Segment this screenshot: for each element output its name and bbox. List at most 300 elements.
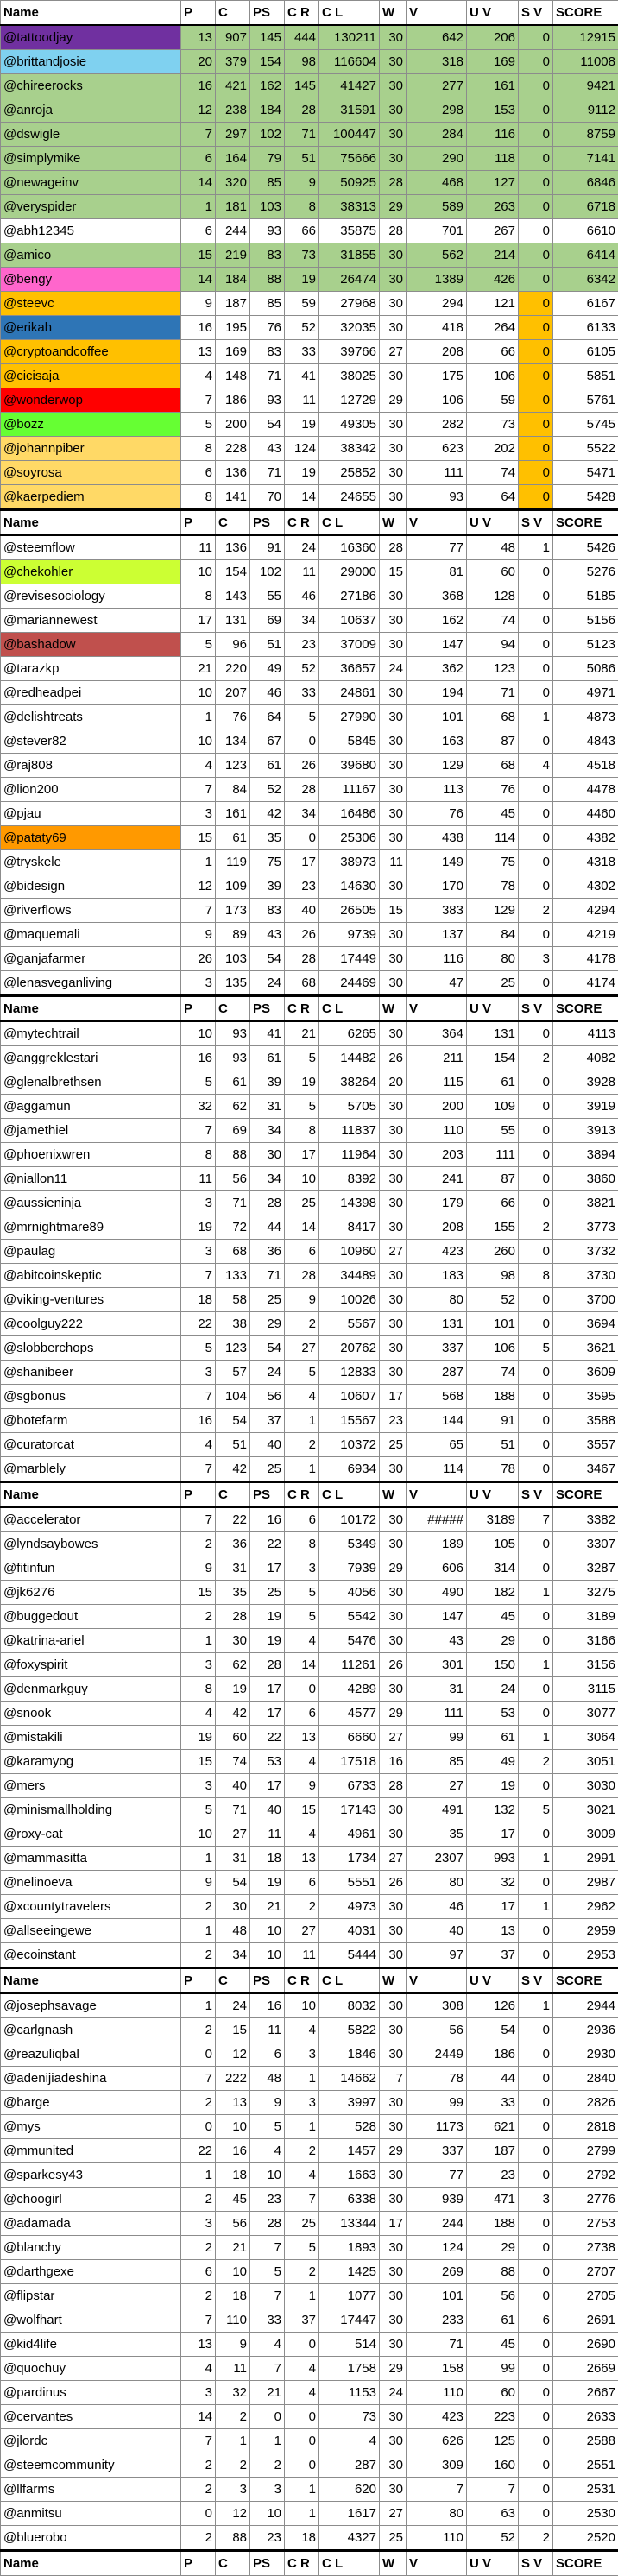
cell-score: 2633	[553, 2405, 618, 2429]
cell-c: 71	[216, 1191, 250, 1215]
cell-cr: 40	[285, 899, 319, 923]
cell-sv: 0	[519, 2139, 553, 2163]
cell-p: 6	[181, 2260, 216, 2284]
cell-cr: 10	[285, 1167, 319, 1191]
cell-uv: 426	[467, 268, 519, 292]
cell-name: @simplymike	[1, 147, 181, 171]
cell-sv: 0	[519, 1191, 553, 1215]
cell-v: 318	[407, 50, 467, 74]
cell-cl: 14482	[319, 1046, 380, 1070]
cell-cl: 17518	[319, 1750, 380, 1774]
cell-c: 42	[216, 1457, 250, 1482]
cell-name: @mers	[1, 1774, 181, 1798]
table-row	[1, 1288, 618, 1312]
cell-ps: 52	[250, 778, 285, 802]
cell-sv: 1	[519, 535, 553, 560]
cell-c: 61	[216, 1070, 250, 1095]
cell-ps: 7	[250, 2284, 285, 2308]
column-header-w: W	[380, 996, 407, 1022]
cell-ps: 51	[250, 633, 285, 657]
cell-uv: 17	[467, 1822, 519, 1847]
cell-w: 30	[380, 2478, 407, 2502]
cell-v: 80	[407, 2502, 467, 2526]
cell-p: 5	[181, 1798, 216, 1822]
cell-v: 158	[407, 2357, 467, 2381]
cell-v: 46	[407, 1895, 467, 1919]
cell-uv: 126	[467, 1993, 519, 2018]
cell-sv: 0	[519, 2333, 553, 2357]
column-header-c: C	[216, 996, 250, 1022]
cell-cr: 0	[285, 826, 319, 850]
cell-c: 69	[216, 1119, 250, 1143]
cell-cl: 3997	[319, 2091, 380, 2115]
cell-p: 7	[181, 778, 216, 802]
cell-score: 6133	[553, 316, 618, 340]
cell-v: 129	[407, 754, 467, 778]
cell-v: 97	[407, 1943, 467, 1968]
cell-score: 3821	[553, 1191, 618, 1215]
cell-sv: 0	[519, 1919, 553, 1943]
cell-cr: 2	[285, 1433, 319, 1457]
table-row	[1, 50, 618, 74]
column-header-cl: C L	[319, 510, 380, 536]
cell-sv: 0	[519, 171, 553, 195]
cell-name: @allseeingewe	[1, 1919, 181, 1943]
cell-p: 4	[181, 2357, 216, 2381]
cell-uv: 123	[467, 657, 519, 681]
column-header-uv: U V	[467, 1482, 519, 1508]
cell-score: 3009	[553, 1822, 618, 1847]
cell-v: 114	[407, 1457, 467, 1482]
cell-cl: 14662	[319, 2067, 380, 2091]
cell-uv: 109	[467, 1095, 519, 1119]
cell-cl: 100447	[319, 123, 380, 147]
cell-p: 2	[181, 1605, 216, 1629]
cell-p: 14	[181, 171, 216, 195]
cell-v: 40	[407, 1919, 467, 1943]
cell-name: @cryptoandcoffee	[1, 340, 181, 364]
cell-ps: 43	[250, 923, 285, 947]
table-row	[1, 1385, 618, 1409]
cell-sv: 0	[519, 584, 553, 609]
cell-cr: 17	[285, 1143, 319, 1167]
cell-uv: 125	[467, 2429, 519, 2453]
cell-uv: 94	[467, 633, 519, 657]
cell-cl: 27968	[319, 292, 380, 316]
cell-ps: 102	[250, 560, 285, 584]
column-header-c: C	[216, 2551, 250, 2576]
cell-uv: 76	[467, 778, 519, 802]
cell-uv: 45	[467, 802, 519, 826]
cell-w: 30	[380, 50, 407, 74]
cell-score: 3287	[553, 1556, 618, 1581]
cell-c: 35	[216, 1581, 250, 1605]
cell-score: 6105	[553, 340, 618, 364]
cell-cr: 19	[285, 1070, 319, 1095]
cell-uv: 48	[467, 535, 519, 560]
cell-p: 2	[181, 2091, 216, 2115]
cell-ps: 91	[250, 535, 285, 560]
cell-cr: 0	[285, 2405, 319, 2429]
cell-score: 2705	[553, 2284, 618, 2308]
cell-ps: 40	[250, 1433, 285, 1457]
cell-v: 203	[407, 1143, 467, 1167]
cell-c: 379	[216, 50, 250, 74]
cell-sv: 0	[519, 2067, 553, 2091]
cell-cl: 16486	[319, 802, 380, 826]
column-header-name: Name	[1, 510, 181, 536]
cell-sv: 0	[519, 633, 553, 657]
cell-ps: 67	[250, 729, 285, 754]
cell-w: 11	[380, 850, 407, 874]
cell-v: 80	[407, 1871, 467, 1895]
table-row	[1, 850, 618, 874]
cell-ps: 83	[250, 340, 285, 364]
cell-score: 3557	[553, 1433, 618, 1457]
cell-w: 15	[380, 560, 407, 584]
cell-p: 7	[181, 2429, 216, 2453]
cell-v: 124	[407, 2236, 467, 2260]
cell-cr: 11	[285, 560, 319, 584]
cell-p: 2	[181, 2018, 216, 2042]
cell-v: 468	[407, 171, 467, 195]
cell-v: #####	[407, 1507, 467, 1532]
column-header-ps: PS	[250, 1, 285, 26]
cell-c: 297	[216, 123, 250, 147]
table-row	[1, 171, 618, 195]
table-row	[1, 195, 618, 219]
cell-c: 3	[216, 2478, 250, 2502]
cell-c: 31	[216, 1556, 250, 1581]
cell-uv: 471	[467, 2188, 519, 2212]
cell-p: 13	[181, 2333, 216, 2357]
cell-v: 241	[407, 1167, 467, 1191]
cell-sv: 0	[519, 2115, 553, 2139]
cell-uv: 91	[467, 1409, 519, 1433]
cell-ps: 5	[250, 2115, 285, 2139]
cell-w: 26	[380, 1871, 407, 1895]
leaderboard-body	[1, 1, 618, 2576]
cell-uv: 68	[467, 754, 519, 778]
cell-name: @abitcoinskeptic	[1, 1264, 181, 1288]
cell-sv: 0	[519, 1070, 553, 1095]
cell-w: 29	[380, 1702, 407, 1726]
cell-cl: 12729	[319, 388, 380, 413]
cell-cl: 4289	[319, 1677, 380, 1702]
table-row	[1, 2188, 618, 2212]
column-header-sv: S V	[519, 510, 553, 536]
cell-c: 93	[216, 1046, 250, 1070]
cell-cr: 11	[285, 1943, 319, 1968]
cell-c: 134	[216, 729, 250, 754]
cell-c: 22	[216, 1507, 250, 1532]
cell-v: 277	[407, 74, 467, 98]
cell-uv: 88	[467, 2260, 519, 2284]
cell-p: 1	[181, 1629, 216, 1653]
cell-name: @chekohler	[1, 560, 181, 584]
cell-w: 30	[380, 413, 407, 437]
cell-ps: 39	[250, 1070, 285, 1095]
cell-v: 208	[407, 340, 467, 364]
cell-c: 219	[216, 243, 250, 268]
cell-w: 17	[380, 1385, 407, 1409]
cell-score: 5851	[553, 364, 618, 388]
cell-ps: 19	[250, 1871, 285, 1895]
cell-sv: 0	[519, 98, 553, 123]
cell-c: 56	[216, 1167, 250, 1191]
column-header-w: W	[380, 1, 407, 26]
cell-p: 15	[181, 243, 216, 268]
cell-cr: 5	[285, 705, 319, 729]
cell-score: 2530	[553, 2502, 618, 2526]
cell-cr: 124	[285, 437, 319, 461]
cell-cl: 29000	[319, 560, 380, 584]
cell-p: 21	[181, 657, 216, 681]
cell-cr: 52	[285, 657, 319, 681]
cell-v: 1389	[407, 268, 467, 292]
cell-cr: 3	[285, 2091, 319, 2115]
cell-name: @pardinus	[1, 2381, 181, 2405]
cell-name: @karamyog	[1, 1750, 181, 1774]
cell-name: @jk6276	[1, 1581, 181, 1605]
cell-v: 163	[407, 729, 467, 754]
table-row	[1, 2139, 618, 2163]
cell-score: 3700	[553, 1288, 618, 1312]
cell-v: 35	[407, 1822, 467, 1847]
cell-uv: 78	[467, 1457, 519, 1482]
cell-score: 5086	[553, 657, 618, 681]
header-row	[1, 2551, 618, 2576]
cell-uv: 29	[467, 2236, 519, 2260]
cell-ps: 11	[250, 1822, 285, 1847]
cell-ps: 70	[250, 485, 285, 510]
table-row	[1, 1605, 618, 1629]
cell-w: 30	[380, 1677, 407, 1702]
cell-name: @mistakili	[1, 1726, 181, 1750]
cell-name: @sgbonus	[1, 1385, 181, 1409]
table-row	[1, 2357, 618, 2381]
cell-uv: 111	[467, 1143, 519, 1167]
cell-c: 164	[216, 147, 250, 171]
cell-name: @abh12345	[1, 219, 181, 243]
cell-cr: 15	[285, 1798, 319, 1822]
cell-cr: 5	[285, 1095, 319, 1119]
cell-w: 30	[380, 584, 407, 609]
cell-w: 30	[380, 923, 407, 947]
cell-cl: 35875	[319, 219, 380, 243]
cell-p: 2	[181, 2188, 216, 2212]
cell-cr: 41	[285, 364, 319, 388]
cell-p: 16	[181, 1046, 216, 1070]
table-row	[1, 2405, 618, 2429]
cell-ps: 10	[250, 2163, 285, 2188]
cell-c: 195	[216, 316, 250, 340]
cell-score: 6342	[553, 268, 618, 292]
cell-cl: 39680	[319, 754, 380, 778]
cell-sv: 0	[519, 2357, 553, 2381]
cell-w: 30	[380, 1993, 407, 2018]
table-row	[1, 1167, 618, 1191]
cell-cr: 4	[285, 2163, 319, 2188]
cell-name: @wolfhart	[1, 2308, 181, 2333]
cell-v: 77	[407, 535, 467, 560]
cell-w: 30	[380, 826, 407, 850]
cell-score: 4178	[553, 947, 618, 971]
cell-cl: 34489	[319, 1264, 380, 1288]
column-header-c: C	[216, 1482, 250, 1508]
cell-cr: 21	[285, 1021, 319, 1046]
cell-c: 181	[216, 195, 250, 219]
cell-w: 30	[380, 2333, 407, 2357]
table-row	[1, 1070, 618, 1095]
cell-score: 5428	[553, 485, 618, 510]
table-row	[1, 2115, 618, 2139]
cell-ps: 75	[250, 850, 285, 874]
cell-ps: 37	[250, 1409, 285, 1433]
cell-v: 47	[407, 971, 467, 996]
cell-p: 6	[181, 147, 216, 171]
cell-score: 4971	[553, 681, 618, 705]
cell-w: 27	[380, 1847, 407, 1871]
cell-score: 5276	[553, 560, 618, 584]
cell-cr: 37	[285, 2308, 319, 2333]
cell-sv: 0	[519, 316, 553, 340]
column-header-p: P	[181, 2551, 216, 2576]
cell-p: 8	[181, 1677, 216, 1702]
cell-uv: 267	[467, 219, 519, 243]
cell-sv: 0	[519, 50, 553, 74]
cell-c: 220	[216, 657, 250, 681]
cell-p: 2	[181, 2526, 216, 2551]
table-row	[1, 2526, 618, 2551]
cell-p: 1	[181, 1919, 216, 1943]
cell-score: 4460	[553, 802, 618, 826]
table-row	[1, 413, 618, 437]
cell-uv: 127	[467, 171, 519, 195]
cell-ps: 16	[250, 1993, 285, 2018]
cell-c: 40	[216, 1774, 250, 1798]
cell-cr: 19	[285, 413, 319, 437]
cell-v: 211	[407, 1046, 467, 1070]
cell-name: @quochuy	[1, 2357, 181, 2381]
cell-w: 30	[380, 2308, 407, 2333]
cell-uv: 188	[467, 2212, 519, 2236]
cell-score: 4302	[553, 874, 618, 899]
column-header-w: W	[380, 1968, 407, 1994]
cell-score: 3894	[553, 1143, 618, 1167]
cell-sv: 0	[519, 2284, 553, 2308]
cell-uv: 260	[467, 1240, 519, 1264]
table-row	[1, 1119, 618, 1143]
cell-name: @anmitsu	[1, 2502, 181, 2526]
table-row	[1, 754, 618, 778]
cell-c: 133	[216, 1264, 250, 1288]
cell-cl: 24861	[319, 681, 380, 705]
cell-name: @lenasveganliving	[1, 971, 181, 996]
cell-cl: 1846	[319, 2042, 380, 2067]
cell-cl: 1758	[319, 2357, 380, 2381]
table-row	[1, 25, 618, 50]
cell-c: 13	[216, 2091, 250, 2115]
column-header-sv: S V	[519, 1968, 553, 1994]
cell-score: 2669	[553, 2357, 618, 2381]
cell-uv: 153	[467, 98, 519, 123]
table-row	[1, 1847, 618, 1871]
cell-c: 907	[216, 25, 250, 50]
cell-score: 2840	[553, 2067, 618, 2091]
cell-w: 30	[380, 2018, 407, 2042]
cell-name: @mariannewest	[1, 609, 181, 633]
cell-cr: 19	[285, 461, 319, 485]
cell-name: @snook	[1, 1702, 181, 1726]
cell-ps: 44	[250, 1215, 285, 1240]
table-row	[1, 1556, 618, 1581]
cell-cr: 52	[285, 316, 319, 340]
cell-w: 30	[380, 2091, 407, 2115]
cell-cl: 39766	[319, 340, 380, 364]
cell-ps: 28	[250, 1653, 285, 1677]
cell-score: 2520	[553, 2526, 618, 2551]
cell-v: 56	[407, 2018, 467, 2042]
cell-cr: 4	[285, 1750, 319, 1774]
cell-cl: 528	[319, 2115, 380, 2139]
table-row	[1, 1871, 618, 1895]
cell-name: @fitinfun	[1, 1556, 181, 1581]
cell-ps: 102	[250, 123, 285, 147]
cell-sv: 0	[519, 2381, 553, 2405]
cell-cl: 10172	[319, 1507, 380, 1532]
cell-c: 110	[216, 2308, 250, 2333]
cell-uv: 188	[467, 1385, 519, 1409]
cell-w: 27	[380, 340, 407, 364]
cell-v: 110	[407, 1119, 467, 1143]
cell-cl: 24655	[319, 485, 380, 510]
cell-cl: 4961	[319, 1822, 380, 1847]
cell-w: 30	[380, 1581, 407, 1605]
cell-p: 2	[181, 2478, 216, 2502]
cell-cl: 75666	[319, 147, 380, 171]
cell-cl: 38025	[319, 364, 380, 388]
cell-name: @riverflows	[1, 899, 181, 923]
cell-v: 80	[407, 1288, 467, 1312]
cell-v: 337	[407, 1336, 467, 1361]
cell-sv: 0	[519, 1702, 553, 1726]
table-row	[1, 74, 618, 98]
cell-score: 5156	[553, 609, 618, 633]
cell-cl: 10372	[319, 1433, 380, 1457]
cell-uv: 45	[467, 2333, 519, 2357]
cell-uv: 98	[467, 1264, 519, 1288]
table-row	[1, 1507, 618, 1532]
cell-sv: 0	[519, 364, 553, 388]
cell-w: 30	[380, 2236, 407, 2260]
cell-name: @anggreklestari	[1, 1046, 181, 1070]
cell-cl: 38264	[319, 1070, 380, 1095]
cell-cl: 4031	[319, 1919, 380, 1943]
cell-name: @bidesign	[1, 874, 181, 899]
cell-cl: 10960	[319, 1240, 380, 1264]
cell-cr: 1	[285, 2284, 319, 2308]
cell-c: 104	[216, 1385, 250, 1409]
cell-sv: 0	[519, 1143, 553, 1167]
cell-score: 5426	[553, 535, 618, 560]
column-header-uv: U V	[467, 1968, 519, 1994]
cell-v: 144	[407, 1409, 467, 1433]
cell-p: 6	[181, 461, 216, 485]
cell-c: 15	[216, 2018, 250, 2042]
cell-w: 30	[380, 1264, 407, 1288]
cell-ps: 34	[250, 1119, 285, 1143]
